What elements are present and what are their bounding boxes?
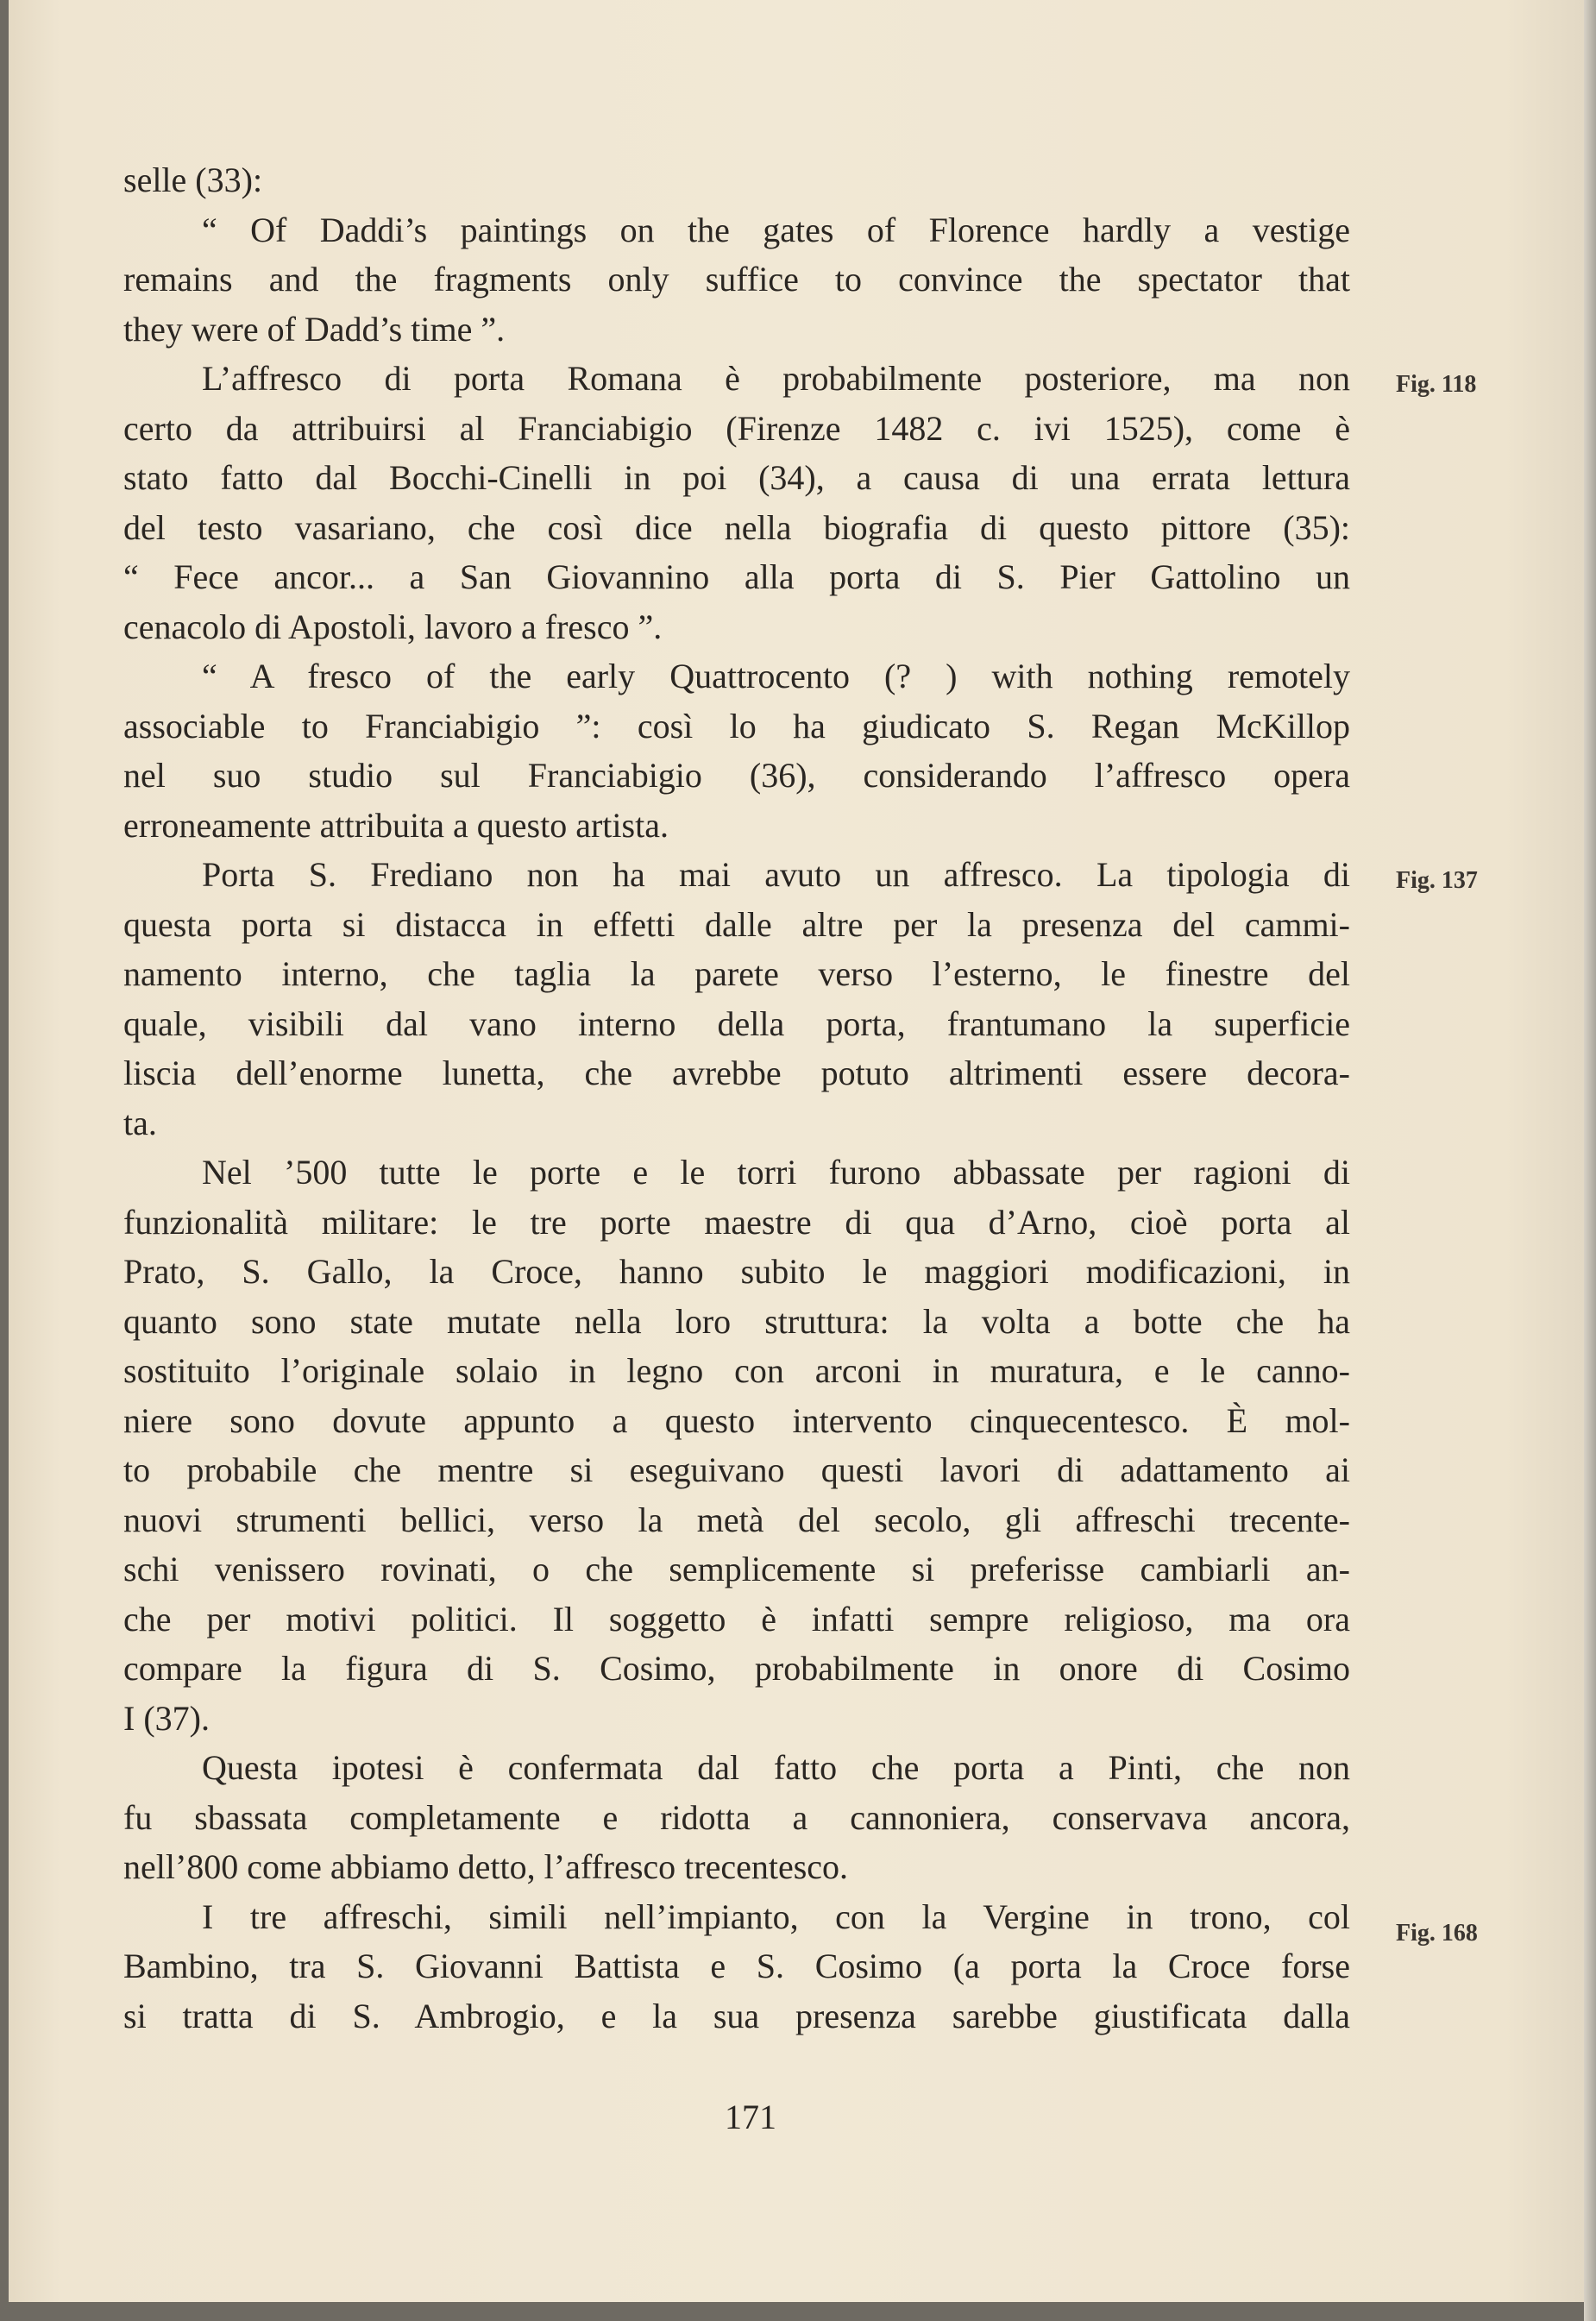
- text-line: questa porta si distacca in effetti dalle altre per la presenza del cammi-: [123, 904, 1350, 944]
- text-line: nel suo studio sul Franciabigio (36), considerando l’affresco opera: [123, 756, 1350, 795]
- text-line: del testo vasariano, che così dice nella biografia di questo pittore (35):: [123, 507, 1350, 547]
- text-line: che per motivi politici. Il soggetto è infatti sempre religioso, ma ora: [123, 1599, 1350, 1639]
- text-line: funzionalità militare: le tre porte maestre di qua d’Arno, cioè porta al: [123, 1202, 1350, 1242]
- text-line: selle (33):: [123, 160, 263, 199]
- text-line: “ Fece ancor... a San Giovannino alla porta di S. Pier Gattolino un: [123, 557, 1350, 596]
- text-line: certo da attribuirsi al Franciabigio (Firenze 1482 c. ivi 1525), come è: [123, 408, 1350, 448]
- text-line: namento interno, che taglia la parete verso l’esterno, le finestre del: [123, 954, 1350, 993]
- text-line: Bambino, tra S. Giovanni Battista e S. Cosimo (a porta la Croce forse: [123, 1947, 1350, 1985]
- text-line: niere sono dovute appunto a questo intervento cinquecentesco. È mol-: [123, 1400, 1350, 1440]
- text-line: to probabile che mentre si eseguivano questi lavori di adattamento ai: [123, 1450, 1350, 1489]
- margin-note-fig-168: Fig. 168: [1396, 1920, 1478, 1947]
- text-line: stato fatto dal Bocchi-Cinelli in poi (34), a causa di una errata lettura: [123, 458, 1350, 497]
- text-line: sostituito l’originale solaio in legno con arconi in muratura, e le canno-: [123, 1351, 1350, 1390]
- text-line: nell’800 come abbiamo detto, l’affresco trecentesco.: [123, 1847, 849, 1886]
- text-line: “ Of Daddi’s paintings on the gates of Florence hardly a vestige: [202, 210, 1350, 249]
- text-line: compare la figura di S. Cosimo, probabilmente in onore di Cosimo: [123, 1649, 1350, 1688]
- text-line: L’affresco di porta Romana è probabilmente posteriore, ma non: [202, 359, 1350, 398]
- margin-note-fig-137: Fig. 137: [1396, 867, 1478, 894]
- text-line: “ A fresco of the early Quattrocento (? ) with nothing remotely: [202, 657, 1350, 695]
- text-line: Questa ipotesi è confermata dal fatto che porta a Pinti, che non: [202, 1748, 1350, 1787]
- text-line: Prato, S. Gallo, la Croce, hanno subito le maggiori modificazioni, in: [123, 1252, 1350, 1291]
- text-line: ta.: [123, 1103, 157, 1142]
- text-line: I tre affreschi, simili nell’impianto, con la Vergine in trono, col: [202, 1896, 1350, 1936]
- text-line: schi venissero rovinati, o che semplicemente si preferisse cambiarli an-: [123, 1550, 1350, 1588]
- text-line: erroneamente attribuita a questo artista.: [123, 805, 669, 845]
- text-line: Nel ’500 tutte le porte e le torri furono abbassate per ragioni di: [202, 1153, 1350, 1192]
- text-line: quale, visibili dal vano interno della porta, frantumano la superficie: [123, 1003, 1350, 1043]
- text-line: quanto sono state mutate nella loro struttura: la volta a botte che ha: [123, 1301, 1350, 1341]
- text-line: associable to Franciabigio ”: così lo ha giudicato S. Regan McKillop: [123, 706, 1350, 745]
- text-line: nuovi strumenti bellici, verso la metà del secolo, gli affreschi trecente-: [123, 1500, 1350, 1539]
- book-page: [9, 0, 1584, 2302]
- text-line: si tratta di S. Ambrogio, e la sua presenza sarebbe giustificata dalla: [123, 1996, 1350, 2035]
- text-line: they were of Dadd’s time ”.: [123, 309, 506, 349]
- scan-edge: [1584, 0, 1596, 2321]
- text-line: remains and the fragments only suffice to convince the spectator that: [123, 260, 1350, 299]
- text-line: I (37).: [123, 1698, 210, 1738]
- text-line: fu sbassata completamente e ridotta a cannoniera, conservava ancora,: [123, 1797, 1350, 1837]
- margin-note-fig-118: Fig. 118: [1396, 371, 1477, 398]
- text-line: cenacolo di Apostoli, lavoro a fresco ”.: [123, 607, 663, 646]
- text-line: Porta S. Frediano non ha mai avuto un affresco. La tipologia di: [202, 855, 1350, 894]
- page-number: 171: [725, 2098, 776, 2136]
- text-line: liscia dell’enorme lunetta, che avrebbe potuto altrimenti essere decora-: [123, 1054, 1350, 1092]
